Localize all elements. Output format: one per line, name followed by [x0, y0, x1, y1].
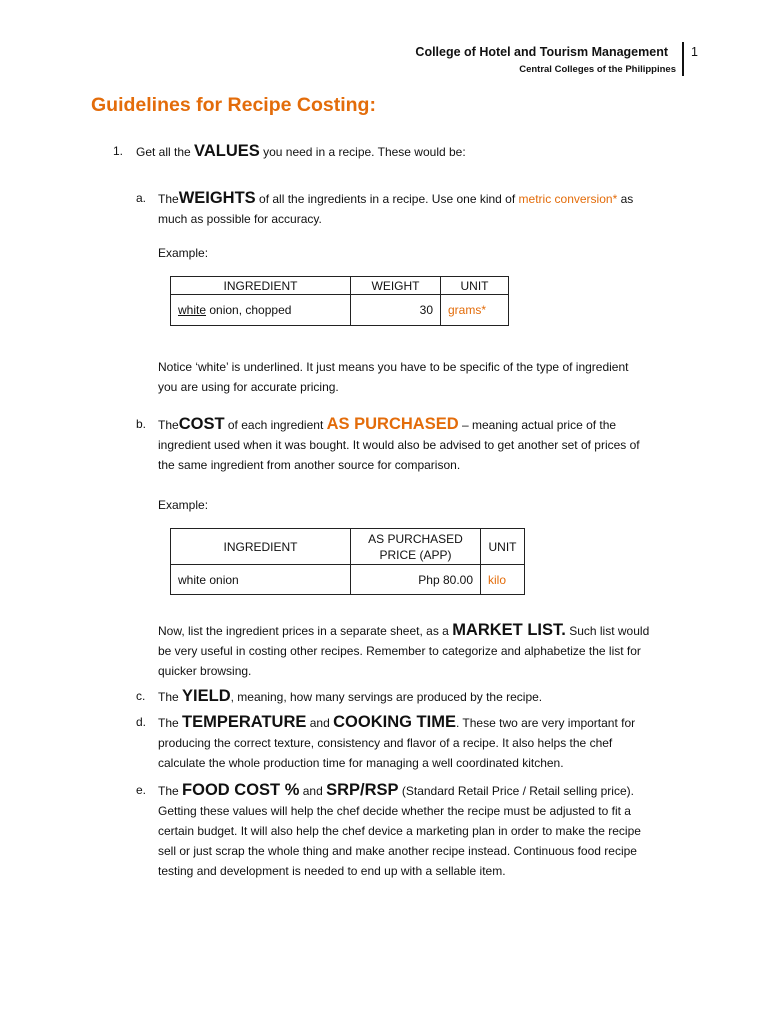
- item-b-example-label: Example:: [158, 498, 209, 512]
- ingredient-rest: onion, chopped: [206, 303, 292, 317]
- item-d-the: The: [158, 716, 179, 730]
- item-e-keyword2: SRP/RSP: [326, 781, 399, 799]
- price-cell-ingredient: white onion: [171, 565, 351, 595]
- item-a-text1: of all the ingredients in a recipe. Use one kind of: [259, 192, 516, 206]
- item-e-text3: certain budget. It will also help the chef device a marketing plan in order to make the recipe: [158, 824, 641, 838]
- item-d-text: [158, 712, 698, 773]
- item-a-notice-line2: you are using for accurate pricing.: [158, 380, 339, 394]
- market-keyword: MARKET LIST.: [452, 621, 566, 639]
- weights-header-weight: WEIGHT: [351, 277, 441, 295]
- item-b-keyword2: AS PURCHASED: [326, 415, 459, 433]
- item-e-text5: testing and development is needed to end up with a sellable item.: [158, 864, 506, 878]
- item-d-keyword2: COOKING TIME: [333, 713, 456, 731]
- market-text2: be very useful in costing other recipes. Remember to categorize and alphabetize the list for: [158, 644, 641, 658]
- item-c-keyword: YIELD: [182, 687, 231, 705]
- header-subtitle: Central Colleges of the Philippines: [519, 64, 676, 75]
- item-e-and: and: [302, 784, 323, 798]
- price-table-header-row: [171, 529, 525, 565]
- item-e-letter: e.: [136, 783, 147, 797]
- item-a-text2: much as possible for accuracy.: [158, 212, 322, 226]
- item-e-text: [158, 780, 698, 881]
- item-c-text: [158, 686, 542, 707]
- item-b-text: [158, 414, 698, 475]
- ingredient-underlined: white: [178, 303, 207, 317]
- price-header-unit: UNIT: [481, 529, 525, 565]
- item-d-text1: . These two are very important for: [455, 716, 636, 730]
- market-text3: quicker browsing.: [158, 664, 252, 678]
- item-a-highlight: metric conversion*: [518, 192, 618, 206]
- market-list-paragraph: [158, 620, 698, 681]
- item-d-letter: d.: [136, 715, 147, 729]
- price-cell-price: Php 80.00: [351, 565, 481, 595]
- item-a-example-label: Example:: [158, 246, 209, 260]
- item-b-the: The: [158, 418, 179, 432]
- item-1-keyword: VALUES: [194, 142, 260, 160]
- price-header-ingredient: INGREDIENT: [171, 529, 351, 565]
- item-b-text2: ingredient used when it was bought. It would also be advised to get another set of prices of: [158, 438, 640, 452]
- item-1-pre: Get all the: [136, 145, 191, 159]
- item-a-letter: a.: [136, 191, 147, 205]
- price-cell-unit: kilo: [481, 565, 525, 595]
- market-text1: Now, list the ingredient prices in a separate sheet, as a: [158, 624, 449, 638]
- item-1-text: [136, 141, 466, 162]
- table-row: [171, 565, 525, 595]
- item-c-rest: , meaning, how many servings are produced by the recipe.: [230, 690, 543, 704]
- header-divider: [682, 42, 684, 76]
- item-a-keyword: WEIGHTS: [178, 189, 256, 207]
- weights-cell-unit: grams*: [441, 295, 509, 326]
- item-e-keyword: FOOD COST %: [182, 781, 300, 799]
- item-b-text1b: – meaning actual price of the: [462, 418, 617, 432]
- table-row: [171, 295, 509, 326]
- item-e-text4: sell or just scrap the whole thing and make another recipe instead. Continuous food recipe: [158, 844, 637, 858]
- item-b-text3: the same ingredient from another source for comparison.: [158, 458, 461, 472]
- weights-header-ingredient: INGREDIENT: [171, 277, 351, 295]
- header-title: College of Hotel and Tourism Management: [415, 45, 668, 59]
- item-a-the: The: [158, 192, 179, 206]
- item-a-text1b: as: [620, 192, 634, 206]
- item-d-text3: calculate the whole production time for managing a well coordinated kitchen.: [158, 756, 564, 770]
- item-e-text1: (Standard Retail Price / Retail selling price).: [401, 784, 634, 798]
- weights-cell-weight: 30: [351, 295, 441, 326]
- item-c-the: The: [158, 690, 179, 704]
- market-text1b: Such list would: [569, 624, 650, 638]
- weights-table: [170, 276, 509, 326]
- price-header-app-line1: AS PURCHASED: [368, 531, 463, 546]
- page-number: 1: [691, 45, 698, 59]
- item-a-notice: [158, 357, 698, 397]
- weights-header-unit: UNIT: [441, 277, 509, 295]
- page-title: Guidelines for Recipe Costing:: [91, 94, 376, 116]
- item-1-number: 1.: [113, 144, 124, 158]
- item-e-text2: Getting these values will help the chef decide whether the recipe must be adjusted to fit a: [158, 804, 631, 818]
- price-table: [170, 528, 525, 595]
- item-d-and: and: [309, 716, 330, 730]
- item-a-notice-line1: Notice ‘white’ is underlined. It just means you have to be specific of the type of ingredient: [158, 360, 629, 374]
- weights-table-header-row: [171, 277, 509, 295]
- item-c-letter: c.: [136, 689, 146, 703]
- price-header-app-line2: PRICE (APP): [379, 547, 452, 562]
- item-b-text1: of each ingredient: [227, 418, 324, 432]
- weights-cell-ingredient: [171, 295, 351, 326]
- item-e-the: The: [158, 784, 179, 798]
- item-d-text2: producing the correct texture, consistency and flavor of a recipe. It also helps the chef: [158, 736, 613, 750]
- item-a-text: [158, 188, 678, 229]
- item-d-keyword: TEMPERATURE: [182, 713, 307, 731]
- item-b-keyword: COST: [178, 415, 225, 433]
- item-1-post: you need in a recipe. These would be:: [263, 145, 466, 159]
- item-b-letter: b.: [136, 417, 147, 431]
- price-header-app: [351, 529, 481, 565]
